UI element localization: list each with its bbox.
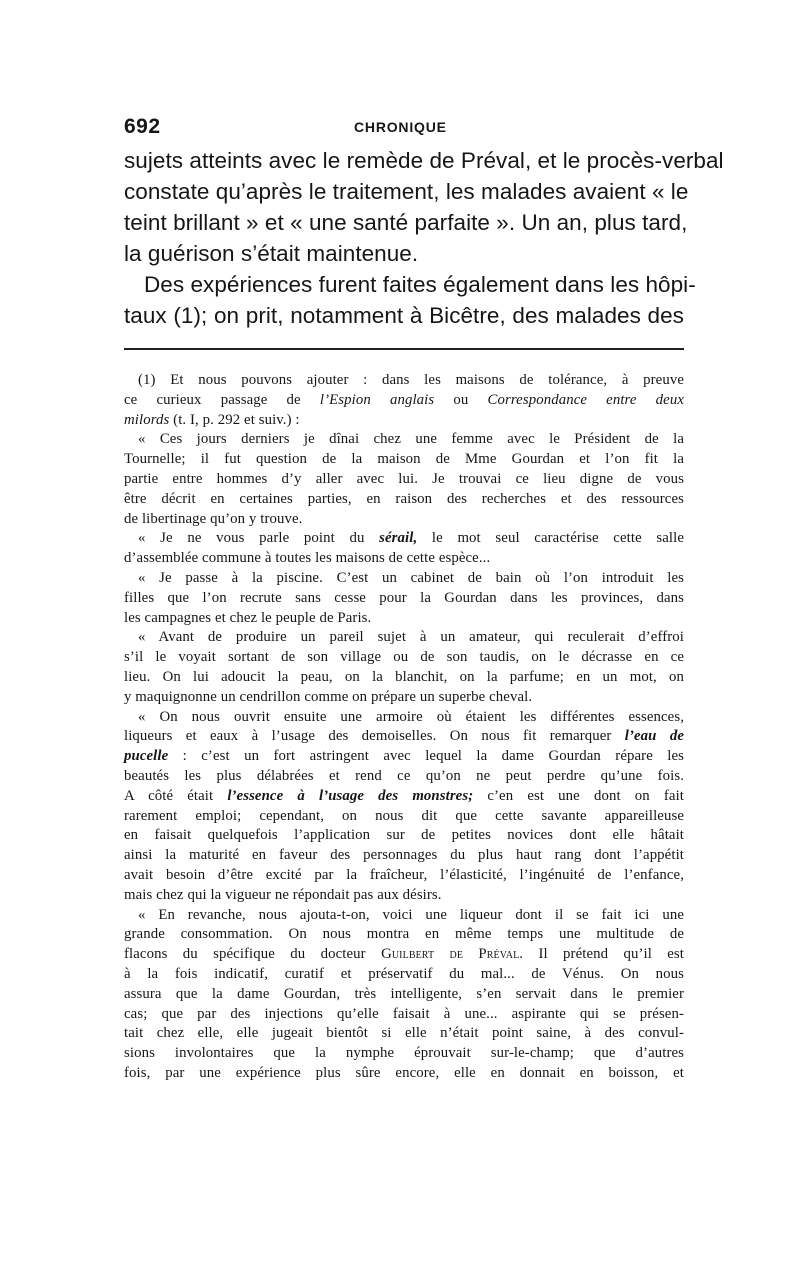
footnote-text-segment: « Ces jours derniers je dînai chez une femme avec le Président de la [138,431,684,448]
footnote-line [124,925,684,945]
footnote-line [124,529,684,549]
footnote-line [124,450,684,470]
footnote-text-segment: sérail, [379,530,418,547]
footnote-line [124,1005,684,1025]
footnote-text-segment: l’essence à l’usage des monstres; [227,787,474,804]
footnote-text-segment: sions involontaires que la nymphe éprouvait sur-le-champ; que d’autres [124,1045,684,1062]
footnote-text-segment: « Avant de produire un pareil sujet à un amateur, qui reculerait d’effroi [138,629,684,646]
footnote-text-segment: grande consommation. On nous montra en même temps une multitude de [124,926,684,943]
footnote-text-segment: rarement emploi; cependant, on nous dit que cette savante appareilleuse [124,807,684,824]
footnote-line [124,668,684,688]
footnote-text-segment: Tournelle; il fut question de la maison de Mme Gourdan et l’on fit la [124,451,684,468]
footnote-text-segment: avait besoin d’être excité par la fraîcheur, l’élasticité, l’ingénuité de l’enfance, [124,866,684,883]
footnote-text-segment: mais chez qui la vigueur ne répondait pas aux désirs. [124,886,442,903]
footnote-text-segment: « Je ne vous parle point du [138,530,380,547]
footnote-line [124,985,684,1005]
footnote-text-segment: lieu. On lui adoucit la peau, on la blanchit, on la parfume; en un mot, on [124,668,684,685]
footnote-text-segment: être décrit en certaines parties, en raison des recherches et des ressources [124,490,684,507]
body-text-line: teint brillant » et « une santé parfaite ». Un an, plus tard, [124,210,688,235]
footnote-text-segment: « Je passe à la piscine. C’est un cabinet de bain où l’on introduit les [138,569,684,586]
footnote-text-segment: le mot seul caractérise cette salle [417,530,685,547]
footnote-text-segment: Guilbert de Préval [381,946,520,963]
footnote-line [124,708,684,728]
footnote-line [124,430,684,450]
footnote-line [124,490,684,510]
footnote-text-segment: de libertinage qu’on y trouve. [124,510,303,527]
footnote-text-segment: l’eau de [624,728,684,745]
footnote-text-segment: ainsi la maturité en faveur des personnages du plus haut rang dont l’appétit [124,847,684,864]
footnote-line [124,371,684,391]
footnote-text-segment: d’assemblée commune à toutes les maisons de cette espèce... [124,550,491,567]
footnote-line [124,510,684,530]
footnote-line [124,1024,684,1044]
footnote-text-segment: milords [124,411,170,428]
running-head: CHRONIQUE [354,119,447,135]
footnote-text-segment: assura que la dame Gourdan, très intelligente, s’en servait dans le premier [124,985,684,1002]
footnote-text-segment: c’en est une dont on fait [473,787,684,804]
footnote-text-segment: « On nous ouvrit ensuite une armoire où étaient les différentes essences, [138,708,684,725]
footnote-separator-rule [124,348,684,350]
footnote-line [124,391,684,411]
footnote-text-segment: partie entre hommes d’y aller avec lui. Je trouvai ce lieu digne de vous [124,470,684,487]
footnote-text-segment: tait chez elle, elle jugeait bientôt si elle n’était point saine, à des convul- [124,1025,684,1042]
footnote-text-segment: en faisait quelquefois l’application sur de petites novices dont elle hâtait [124,827,684,844]
footnote-line [124,648,684,668]
footnote-line [124,589,684,609]
footnote-line [124,787,684,807]
footnote-text-segment: : c’est un fort astringent avec lequel la dame Gourdan répare les [168,748,684,765]
footnote-line [124,1044,684,1064]
body-text-line: constate qu’après le traitement, les malades avaient « le [124,179,689,204]
footnote-line [124,470,684,490]
footnote-text-segment: Correspondance entre deux [487,391,685,408]
footnote-text-segment: les campagnes et chez le peuple de Paris. [124,609,372,626]
footnote-line [124,688,684,708]
footnote-line [124,846,684,866]
body-text-line: la guérison s’était maintenue. [124,241,419,266]
footnote-text-segment: A côté était [124,787,228,804]
body-text-line: Des expériences furent faites également dans les hôpi- [144,272,696,297]
footnote-text-segment: y maquignonne un cendrillon comme on prépare un superbe cheval. [124,688,533,705]
footnote-line [124,569,684,589]
footnote-text-segment: s’il le voyait sortant de son village ou de son taudis, on le décrasse en ce [124,649,684,666]
footnote-text-segment: cas; que par des injections qu’elle faisait à une... aspirante qui se présen- [124,1005,684,1022]
footnote-text-segment: (t. I, p. 292 et suiv.) : [169,411,300,428]
footnote-line [124,965,684,985]
footnote-text-segment: filles que l’on recrute sans cesse pour la Gourdan dans les provinces, dans [124,589,684,606]
footnote-text-segment: ce curieux passage de [124,391,320,408]
footnote-line [124,727,684,747]
footnote-line [124,906,684,926]
page-header [124,114,684,142]
footnote-line [124,866,684,886]
footnote-text-segment: à la fois indicatif, curatif et préservatif du mal... de Vénus. On nous [124,965,684,982]
footnote-text-segment: ou [434,391,488,408]
footnote-text-segment: (1) Et nous pouvons ajouter : dans les maisons de tolérance, à preuve [138,372,684,388]
footnote-line [124,609,684,629]
footnote-text-segment: beautés les plus délabrées et rend ce qu’on ne peut perdre qu’une fois. [124,767,684,784]
footnote-line [124,411,684,431]
footnote-text-segment: flacons du spécifique du docteur [124,946,382,963]
body-text-line: taux (1); on prit, notamment à Bicêtre, des malades des [124,303,684,328]
footnote-line [124,1064,684,1084]
footnote-text-segment: liqueurs et eaux à l’usage des demoiselles. On nous fit remarquer [124,728,625,745]
footnote-line [124,826,684,846]
main-body-text [124,145,724,331]
page-number: 692 [124,115,161,138]
body-text-line: sujets atteints avec le remède de Préval, et le procès-verbal [124,148,724,173]
footnote-text-segment: fois, par une expérience plus sûre encore, elle en donnait en boisson, et [124,1064,684,1081]
footnote-line [124,747,684,767]
footnote-block [124,371,684,1084]
footnote-text-segment: . Il prétend qu’il est [519,946,684,963]
footnote-line [124,628,684,648]
footnote-line [124,886,684,906]
footnote-text-segment: pucelle [124,748,169,765]
footnote-line [124,549,684,569]
footnote-line [124,945,684,965]
footnote-line [124,807,684,827]
footnote-text-segment: l’Espion anglais [319,391,435,408]
footnote-line [124,767,684,787]
footnote-text-segment: « En revanche, nous ajouta-t-on, voici une liqueur dont il se fait ici une [138,906,684,923]
